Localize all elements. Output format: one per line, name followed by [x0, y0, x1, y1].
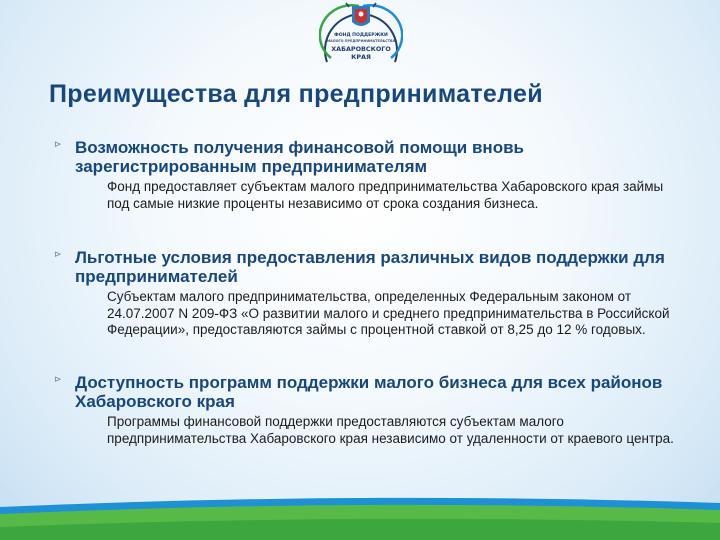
advantage-heading: Доступность программ поддержки малого бизнеса для всех районов Хабаровского края	[75, 373, 663, 411]
advantage-description: Субъектам малого предпринимательства, определенных Федеральным законом от 24.07.2007 N 209-ФЗ «О развитии малого и среднего предпринимательства в Российской Федерации», предоставляются займы с процентной ставкой от 8,25 до 12 % годовых.	[107, 289, 670, 337]
advantage-description: Фонд предоставляет субъектам малого предпринимательства Хабаровского края займы под самые низкие проценты независимо от срока создания бизнеса.	[107, 179, 664, 211]
fund-logo	[319, 0, 403, 72]
logo-line-1: ФОНД ПОДДЕРЖКИ	[334, 33, 388, 38]
logo-line-2: МАЛОГО ПРЕДПРИНИМАТЕЛЬСТВА	[326, 39, 396, 43]
bullet-arrow-icon: ⊳	[54, 249, 62, 259]
bullet-arrow-icon: ⊳	[54, 374, 62, 384]
slide-title: Преимущества для предпринимателей	[49, 80, 543, 108]
decorative-bottom-bar	[0, 493, 720, 540]
bullet-arrow-icon: ⊳	[54, 139, 62, 149]
advantage-heading: Возможность получения финансовой помощи вновь зарегистрированным предпринимателям	[75, 138, 524, 176]
advantage-heading: Льготные условия предоставления различных видов поддержки для предпринимателей	[75, 248, 665, 286]
logo-line-3: ХАБАРОВСКОГО	[331, 45, 391, 53]
logo-line-4: КРАЯ	[351, 53, 371, 61]
advantage-description: Программы финансовой поддержки предоставляются субъектам малого предпринимательства Хабаровского края независимо от удаленности от краевого центра.	[107, 414, 674, 446]
